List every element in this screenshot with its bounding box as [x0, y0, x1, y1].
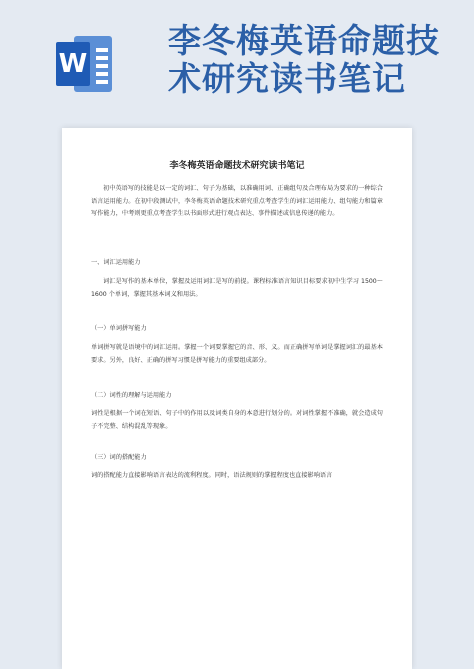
word-icon-line [96, 72, 108, 76]
document-title: 李冬梅英语命题技术研究读书笔记 [169, 161, 305, 171]
word-icon-line [96, 80, 108, 84]
subsection-heading: （三）词的搭配能力 [91, 454, 147, 461]
word-icon-line [96, 64, 108, 68]
banner-title-line1: 李冬梅英语命题技 [168, 21, 440, 60]
subsection-heading: （一）单词拼写能力 [91, 325, 147, 332]
header-banner [0, 0, 474, 118]
word-icon [56, 36, 112, 92]
body-paragraph: 单词拼写就是语境中的词汇运用。掌握一个词要掌握它的音、形、义。而正确拼写单词是掌握词汇的最基本要求。另外，良好、正确的拼写习惯是拼写能力的重要组成部分。 [91, 344, 383, 364]
word-icon-line [96, 56, 108, 60]
document-page [62, 128, 412, 669]
banner-title [168, 22, 468, 98]
body-paragraph: 词的搭配能力直接影响语言表达的流利程度。同时，语法规则的掌握程度也直接影响语言 [91, 472, 333, 479]
body-paragraph: 词性是根据一个词在短语、句子中的作用以及词类自身的本意进行划分的。对词性掌握不准确，就会造成句子不完整、结构混乱等现象。 [91, 410, 383, 430]
intro-paragraph: 初中英语写的技能是以一定的词汇、句子为基础，以准确用词、正确组句及合理布局为要求的一种综合语言运用能力。在初中段测试中，李冬梅英语命题技术研究重点考查学生的词汇运用能力、组句能力和篇章写作能力，中考则更重点考查学生以书面形式进行观点表达、事件描述或信息传递的能力。 [91, 185, 383, 218]
subsection-heading: （二）词性的理解与运用能力 [91, 392, 172, 399]
section-heading: 一、词汇运用能力 [91, 259, 141, 266]
banner-title-line2: 术研究读书笔记 [168, 59, 406, 98]
word-icon-line [96, 48, 108, 52]
body-paragraph: 词汇是写作的基本单位，掌握及运用词汇是写的前提。课程标准语言知识目标要求初中生学习 1500～1600 个单词，掌握其基本词义和用法。 [91, 278, 383, 298]
word-icon-letter: W [56, 42, 90, 86]
